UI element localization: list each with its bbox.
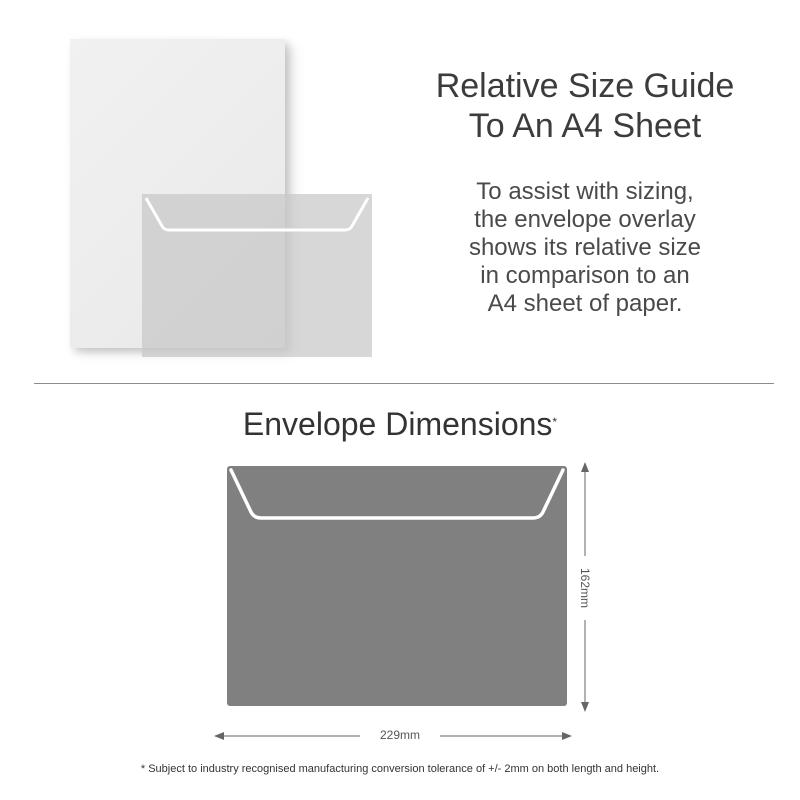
description-line-3: shows its relative size	[468, 234, 702, 261]
width-label: 229mm	[360, 728, 440, 742]
description-line-4: in comparison to an	[480, 262, 690, 289]
dimensions-title-text: Envelope Dimensions	[242, 406, 553, 442]
description-line-2: the envelope overlay	[474, 206, 696, 233]
title-line-2: To An A4 Sheet	[468, 107, 702, 145]
description-line-5: A4 sheet of paper.	[487, 290, 683, 317]
title-line-1: Relative Size Guide	[435, 67, 735, 105]
description-line-1: To assist with sizing,	[476, 178, 694, 205]
tolerance-footnote: * Subject to industry recognised manufacturing conversion tolerance of +/- 2mm on both length and height.	[140, 763, 660, 775]
height-label: 162mm	[577, 556, 593, 620]
dimensions-title-marker: *	[552, 415, 558, 429]
